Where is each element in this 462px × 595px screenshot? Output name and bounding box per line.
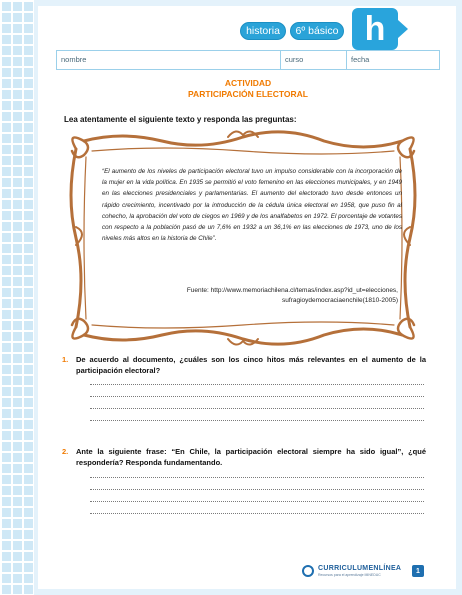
question-1 [62, 354, 426, 376]
activity-subtitle: PARTICIPACIÓN ELECTORAL [188, 89, 308, 99]
instruction-text: Lea atentamente el siguiente texto y responda las preguntas: [64, 115, 297, 124]
answer-line[interactable] [90, 513, 424, 514]
page-number: 1 [412, 565, 424, 577]
decorative-side-strip [0, 0, 34, 595]
student-info-row [56, 50, 440, 70]
question-text: Ante la siguiente frase: “En Chile, la participación electoral siempre ha sido igual”, ¿qué respondería? Responda fundamentando. [76, 447, 426, 467]
name-field[interactable]: nombre [57, 51, 281, 69]
answer-line[interactable] [90, 477, 424, 478]
source-line-2: sufragioydemocraciaenchile(1810-2005) [282, 297, 398, 304]
quote-source [102, 286, 398, 306]
logo-subtitle: Recursos para el aprendizaje MINEDUC [318, 573, 381, 577]
subject-badge: historia [240, 22, 286, 40]
answer-line[interactable] [90, 501, 424, 502]
logo-text: CURRICULUMENLÍNEA [318, 565, 402, 572]
history-logo-icon: h [352, 8, 398, 50]
curriculum-logo [302, 563, 406, 581]
answer-line[interactable] [90, 489, 424, 490]
document-quote: “El aumento de los niveles de participación electoral tuvo un impulso considerable con la incorporación de la mujer en la vida política. En 1935 se permitió el voto femenino en las elecciones municipales, y en 1949 en las elecciones presidenciales y parlamentarias. El aumento del electorado tuvo desde entonces un rápido crecimiento, incentivado por la introducción de la cédula única electoral en 1958, que puso fin al cohecho, la aprobación del voto de ciegos en 1969 y de los analfabetos en 1972. El porcentaje de votantes con respecto a la población pasó de un 7,6% en 1932 a un 36,1% en las elecciones de 1973, uno de los niveles más altos en la historia de Chile”. [102, 168, 402, 243]
course-field[interactable]: curso [281, 51, 347, 69]
answer-line[interactable] [90, 408, 424, 409]
grade-badge: 6º básico [290, 22, 344, 40]
source-line-1: Fuente: http://www.memoriachilena.cl/temas/index.asp?id_ut=elecciones, [186, 287, 398, 294]
date-field[interactable]: fecha [351, 55, 370, 64]
logo-arrow-icon [398, 20, 408, 38]
question-2 [62, 446, 426, 468]
answer-line[interactable] [90, 384, 424, 385]
question-number: 2. [62, 447, 69, 456]
answer-line[interactable] [90, 396, 424, 397]
question-number: 1. [62, 355, 69, 364]
answer-line[interactable] [90, 420, 424, 421]
curriculum-logo-icon [302, 565, 314, 577]
activity-title: ACTIVIDAD [224, 78, 272, 88]
question-text: De acuerdo al documento, ¿cuáles son los cinco hitos más relevantes en el aumento de la participación electoral? [76, 355, 426, 375]
